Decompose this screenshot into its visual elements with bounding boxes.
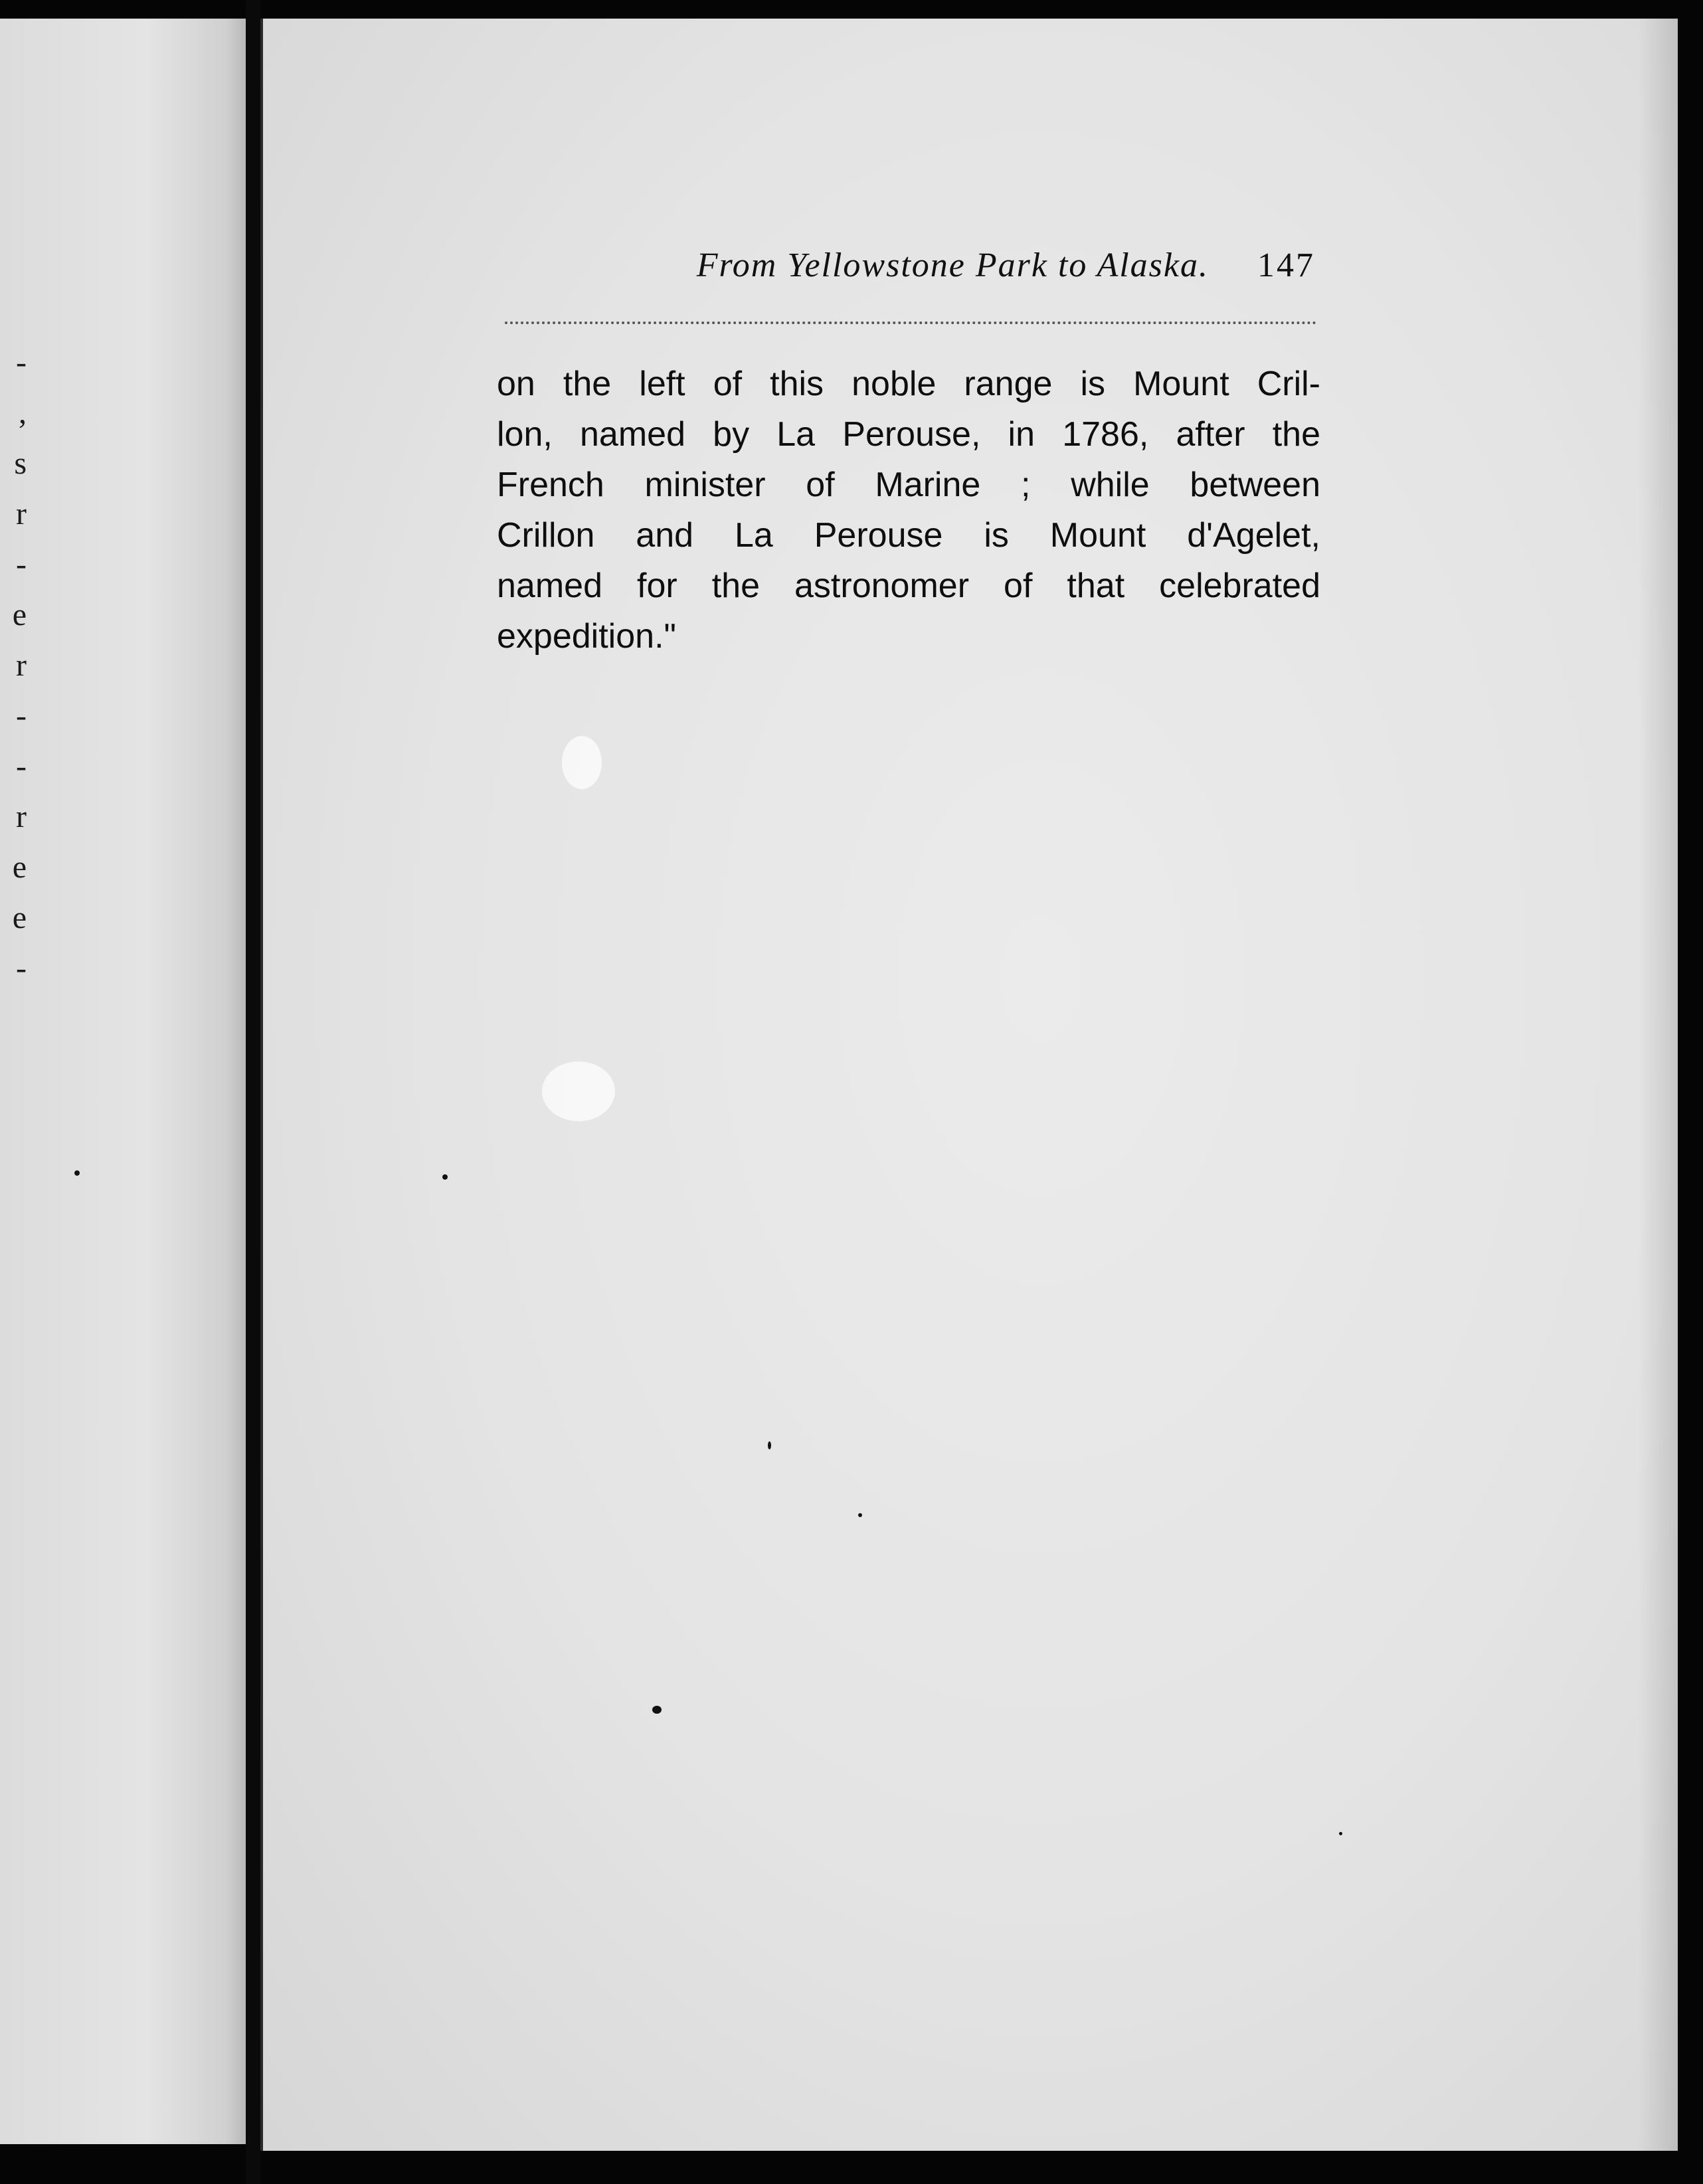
- left-margin-glyph: -: [16, 749, 27, 784]
- left-margin-glyph: r: [16, 496, 27, 531]
- running-title: From Yellowstone Park to Alaska.: [696, 246, 1209, 284]
- paper-blotch: [542, 1061, 615, 1121]
- paper-speck: [858, 1513, 862, 1517]
- left-margin-glyph: r: [16, 648, 27, 683]
- left-margin-glyph: ,: [19, 395, 27, 430]
- left-margin-glyph: e: [12, 850, 27, 885]
- left-margin-glyph: -: [16, 698, 27, 733]
- text-line: lon, named by La Perouse, in 1786, after the: [497, 415, 1320, 454]
- left-margin-glyph: r: [16, 799, 27, 834]
- text-line: Crillon and La Perouse is Mount d'Agelet,: [497, 516, 1320, 555]
- left-margin-glyph: e: [12, 597, 27, 632]
- running-head: [332, 246, 1315, 299]
- body-paragraph: [497, 359, 1320, 662]
- left-margin-glyph: -: [16, 951, 27, 986]
- paper-speck: [74, 1170, 80, 1176]
- right-page: [260, 19, 1678, 2151]
- left-page: [0, 19, 246, 2144]
- text-line: named for the astronomer of that celebrated: [497, 567, 1320, 605]
- left-margin-glyph: s: [14, 446, 27, 481]
- left-margin-glyph: -: [16, 345, 27, 380]
- page-edge-shadow: [1638, 19, 1678, 2151]
- paper-blotch: [562, 736, 602, 789]
- dotted-rule: [505, 321, 1316, 324]
- page-number: 147: [1257, 246, 1315, 284]
- paper-speck: [652, 1706, 662, 1714]
- paper-speck: [442, 1174, 448, 1180]
- paper-speck: [768, 1441, 771, 1449]
- paper-speck: [1339, 1832, 1342, 1835]
- left-margin-glyph: -: [16, 547, 27, 582]
- text-line: expedition.": [497, 617, 676, 656]
- text-line: French minister of Marine ; while between: [497, 466, 1320, 504]
- left-margin-glyph: e: [12, 900, 27, 935]
- text-line: on the left of this noble range is Mount Cril-: [497, 365, 1320, 403]
- book-gutter: [246, 0, 260, 2184]
- left-page-cropped-text: [0, 337, 27, 994]
